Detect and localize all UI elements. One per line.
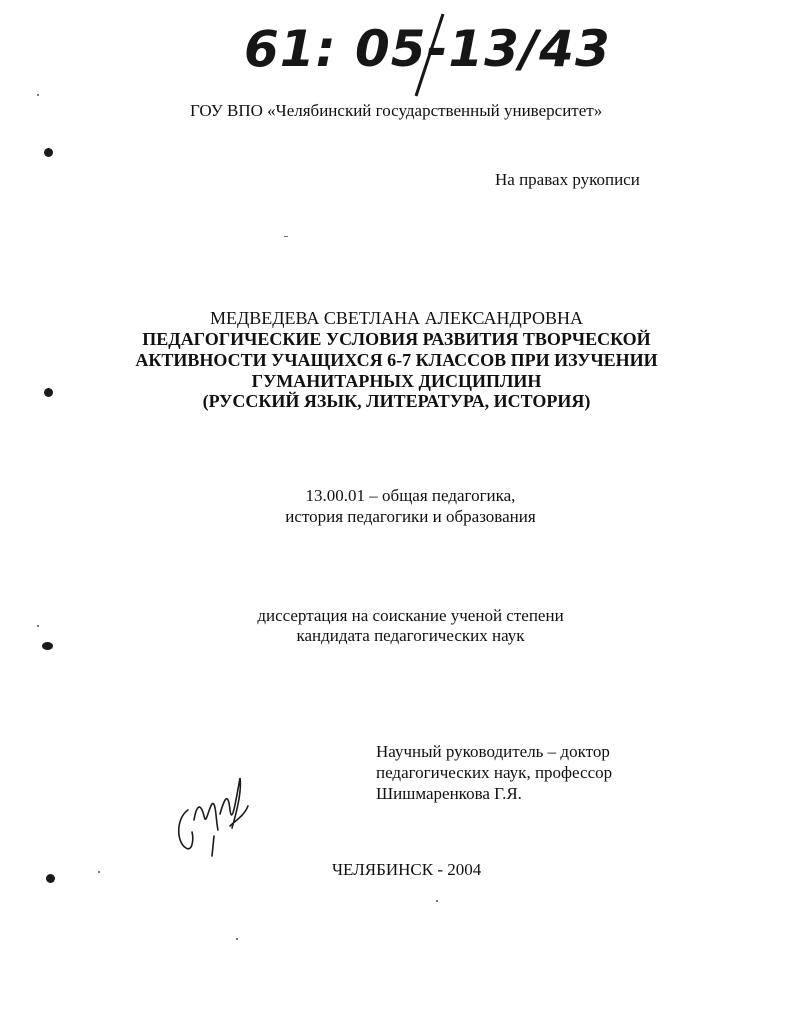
title-line-4: (РУССКИЙ ЯЗЫК, ЛИТЕРАТУРА, ИСТОРИЯ) (202, 391, 591, 411)
degree-line-1: диссертация на соискание ученой степени (257, 606, 564, 625)
specialty-line-2: история педагогики и образования (285, 507, 536, 526)
punch-hole-mark (46, 874, 55, 883)
supervisor-line-3: Шишмаренкова Г.Я. (376, 784, 522, 803)
signature-stroke (179, 778, 248, 856)
punch-hole-mark (42, 642, 53, 650)
handwritten-catalog-stamp (238, 4, 611, 104)
author-name: МЕДВЕДЕВА СВЕТЛАНА АЛЕКСАНДРОВНА (209, 308, 584, 328)
punch-hole-mark (44, 388, 53, 397)
signature-svg (170, 770, 260, 860)
supervisor-line-1: Научный руководитель – доктор (376, 742, 610, 761)
title-line-1: ПЕДАГОГИЧЕСКИЕ УСЛОВИЯ РАЗВИТИЯ ТВОРЧЕСКОЙ (142, 329, 651, 349)
degree-line-2: кандидата педагогических наук (296, 626, 525, 645)
city-year: ЧЕЛЯБИНСК - 2004 (332, 860, 482, 879)
stamp-code: 61: 05-13/43 (244, 20, 611, 78)
scan-speck (436, 900, 438, 902)
rights-note: На правах рукописи (495, 170, 640, 189)
scan-speck (37, 94, 39, 96)
stamp-svg (238, 4, 611, 104)
scan-speck (37, 625, 39, 627)
punch-hole-mark (44, 148, 53, 157)
supervisor-line-2: педагогических наук, профессор (376, 763, 613, 782)
handwritten-signature (170, 770, 260, 860)
scan-speck (284, 236, 288, 237)
scan-speck (236, 938, 238, 940)
scan-speck (98, 871, 100, 873)
title-line-3: ГУМАНИТАРНЫХ ДИСЦИПЛИН (251, 371, 542, 391)
organization-name: ГОУ ВПО «Челябинский государственный университет» (190, 101, 603, 120)
specialty-line-1: 13.00.01 – общая педагогика, (305, 486, 516, 505)
title-line-2: АКТИВНОСТИ УЧАЩИХСЯ 6-7 КЛАССОВ ПРИ ИЗУЧЕНИИ (135, 350, 658, 370)
